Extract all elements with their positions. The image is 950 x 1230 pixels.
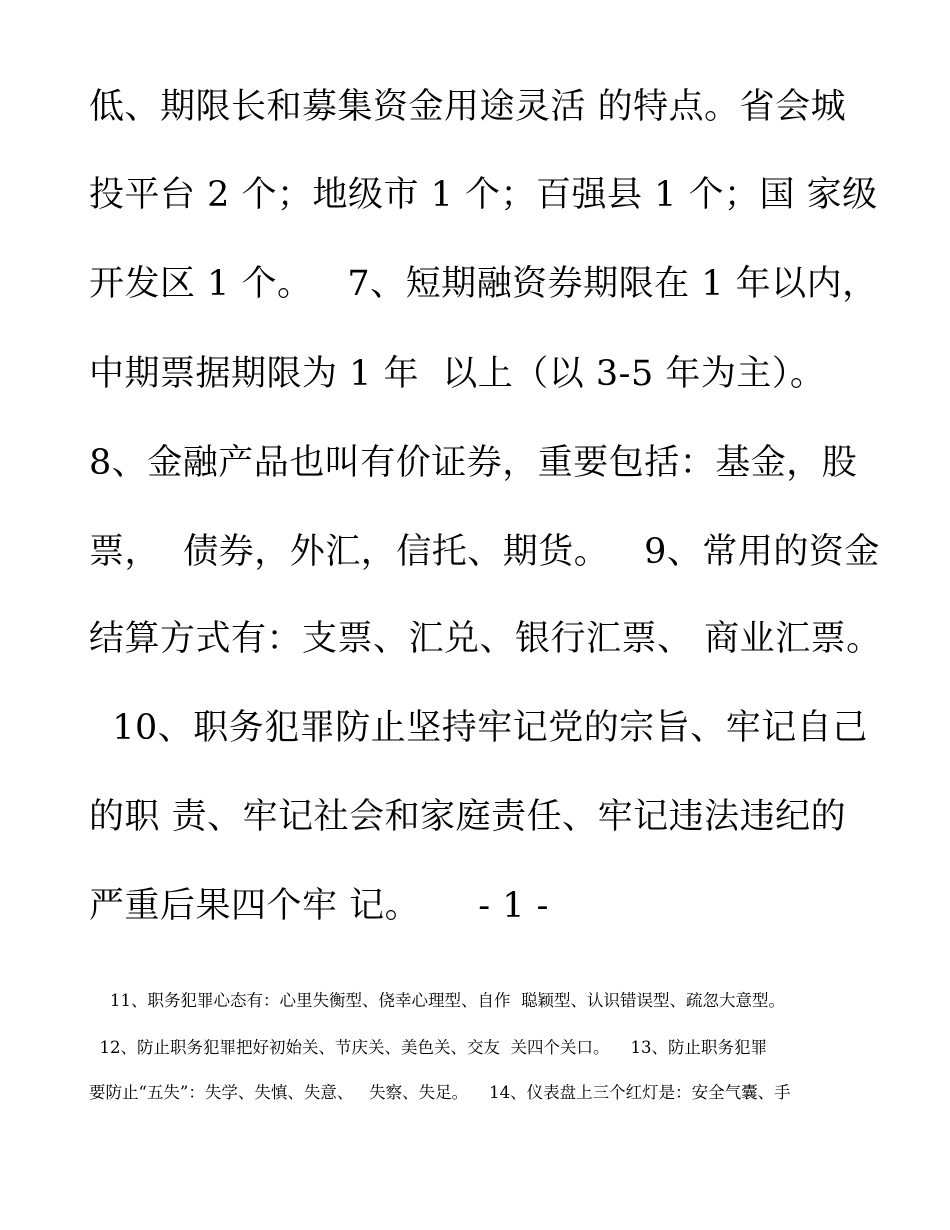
text-line-10: 严重后果四个牢 记。 - 1 - xyxy=(89,886,549,926)
small-text-line-1: 11、职务犯罪心态有：心里失衡型、侥幸心理型、自作 聪颖型、认识错误型、疏忽大意型。 xyxy=(89,991,785,1010)
text-line-7: 结算方式有：支票、汇兑、银行汇票、 商业汇票。 xyxy=(89,619,882,659)
text-line-2: 投平台 2 个；地级市 1 个；百强县 1 个；国 家级 xyxy=(89,175,878,215)
text-line-8: 10、职务犯罪防止坚持牢记党的宗旨、牢记自己 xyxy=(89,708,868,748)
small-text-line-2: 12、防止职务犯罪把好初始关、节庆关、美色关、交友 关四个关口。 13、防止职务犯罪 xyxy=(89,1038,767,1057)
text-line-1: 低、期限长和募集资金用途灵活 的特点。省会城 xyxy=(89,87,847,127)
text-line-4: 中期票据期限为 1 年 以上（以 3-5 年为主）。 xyxy=(89,354,826,394)
small-text-line-3: 要防止“五失”：失学、失慎、失意、 失察、失足。 14、仪表盘上三个红灯是：安全气囊、手 xyxy=(89,1083,791,1102)
text-line-6: 票， 债券，外汇，信托、期货。 9、常用的资金 xyxy=(89,532,880,572)
text-line-5: 8、金融产品也叫有价证券，重要包括：基金，股 xyxy=(89,443,858,483)
text-line-9: 的职 责、牢记社会和家庭责任、牢记违法违纪的 xyxy=(89,797,847,837)
text-line-3: 开发区 1 个。 7、短期融资券期限在 1 年以内， xyxy=(89,264,878,304)
